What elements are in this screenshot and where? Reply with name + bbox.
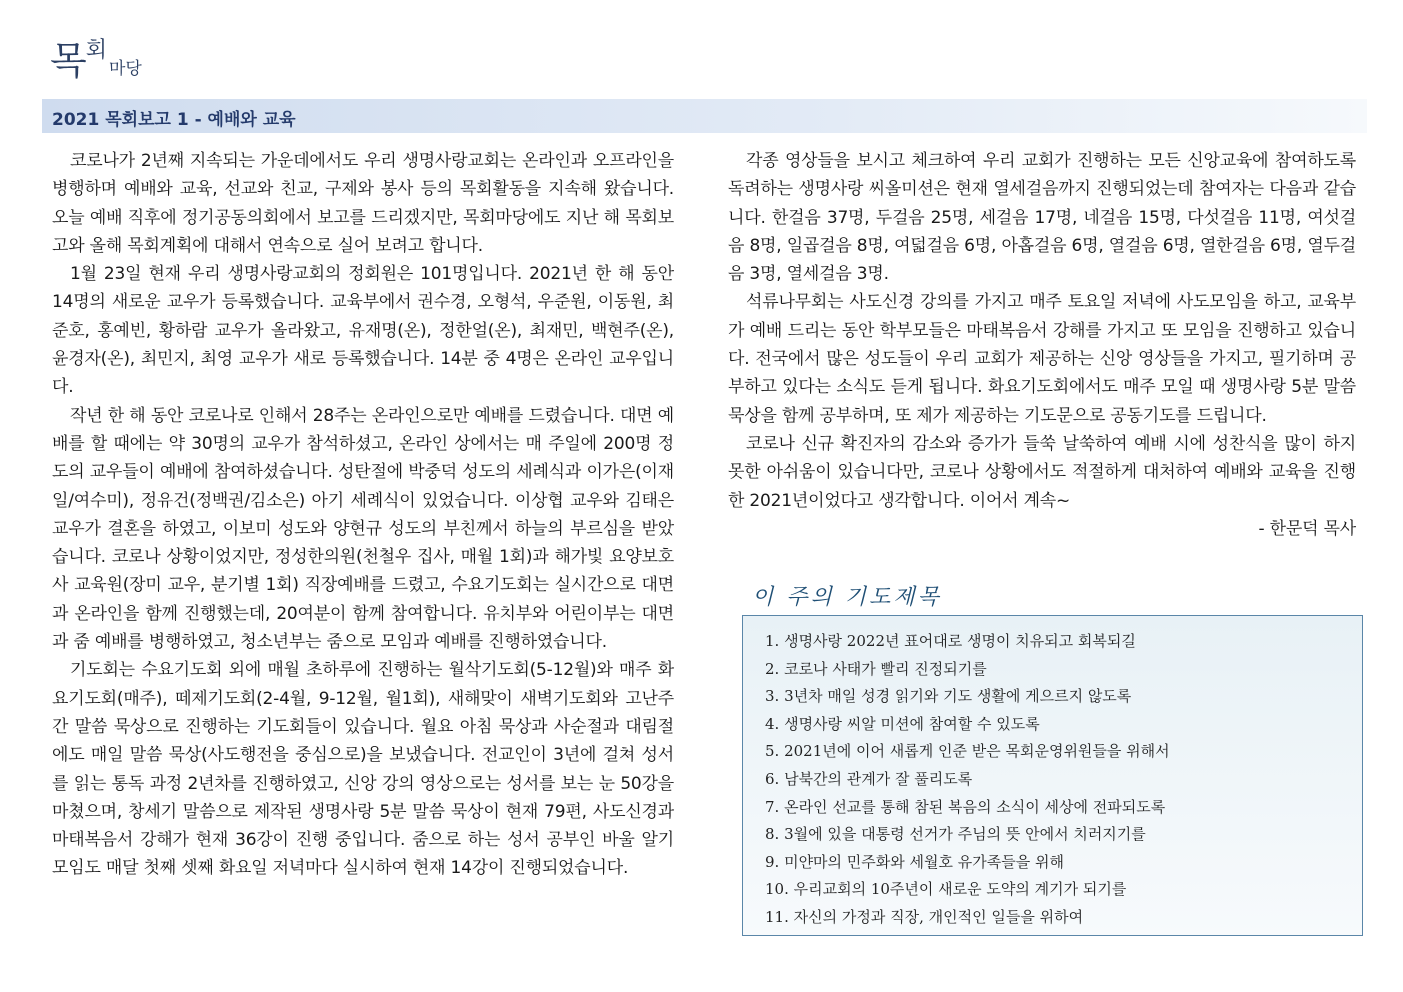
- banner-title: 2021 목회보고 1 - 예배와 교육: [52, 110, 296, 130]
- paragraph: 작년 한 해 동안 코로나로 인해서 28주는 온라인으로만 예배를 드렸습니다. 대면 예배를 할 때에는 약 30명의 교우가 참석하셨고, 온라인 상에서는 매 주일에 200명 정도의 교우들이 예배에 참여하셨습니다. 성탄절에 박중덕 성도의 세례식과 이가은(이재일/여수미), 정유건(정백권/김소은) 아기 세례식이 있었습니다. 이상협 교우와 김태은 교우가 결혼을 하였고, 이보미 성도와 양현규 성도의 부친께서 하늘의 부르심을 받았습니다. 코로나 상황이었지만, 정성한의원(천철우 집사, 매월 1회)과 해가빛 요양보호사 교육원(장미 교우, 분기별 1회) 직장예배를 드렸고, 수요기도회는 실시간으로 대면과 온라인을 함께 진행했는데, 20여분이 함께 참여합니다. 유치부와 어린이부는 대면과 줌 예배를 병행하였고, 청소년부는 줌으로 모임과 예배를 진행하였습니다.: [52, 405, 674, 653]
- section-banner: [42, 99, 1367, 133]
- title-part1: 목: [50, 39, 86, 83]
- prayer-item: 1. 생명사랑 2022년 표어대로 생명이 치유되고 회복되길: [765, 632, 1136, 650]
- prayer-list: [765, 628, 1344, 932]
- prayer-item: 7. 온라인 선교를 통해 참된 복음의 소식이 세상에 전파되도록: [765, 797, 1166, 816]
- prayer-item: 8. 3월에 있을 대통령 선거가 주님의 뜻 안에서 치러지기를: [765, 825, 1146, 844]
- prayer-heading: 이 주의 기도제목: [752, 585, 942, 610]
- title-part3: 마당: [108, 59, 142, 79]
- prayer-item: 3. 3년차 매일 성경 읽기와 기도 생활에 게으르지 않도록: [765, 687, 1132, 706]
- prayer-list-box: [742, 615, 1363, 936]
- prayer-item: 2. 코로나 사태가 빨리 진정되기를: [765, 659, 987, 678]
- paragraph: 코로나 신규 확진자의 감소와 증가가 들쑥 날쑥하여 예배 시에 성찬식을 많이 하지 못한 아쉬움이 있습니다만, 코로나 상황에서도 적절하게 대처하여 예배와 교육을 진행한 2021년이었다고 생각합니다. 이어서 계속~: [728, 433, 1356, 511]
- prayer-item: 5. 2021년에 이어 새롭게 인준 받은 목회운영위원들을 위해서: [765, 742, 1170, 761]
- paragraph: 각종 영상들을 보시고 체크하여 우리 교회가 진행하는 모든 신앙교육에 참여하도록 독려하는 생명사랑 씨올미션은 현재 열세걸음까지 진행되었는데 참여자는 다음과 같습니다. 한걸음 37명, 두걸음 25명, 세걸음 17명, 네걸음 15명, 다섯걸음 11명, 여섯걸음 8명, 일곱걸음 8명, 여덟걸음 6명, 아홉걸음 6명, 열걸음 6명, 열한걸음 6명, 열두걸음 3명, 열세걸음 3명.: [728, 151, 1356, 285]
- right-column: [728, 147, 1356, 543]
- paragraph: 석류나무회는 사도신경 강의를 가지고 매주 토요일 저녁에 사도모임을 하고, 교육부가 예배 드리는 동안 학부모들은 마태복음서 강해를 가지고 또 모임을 진행하고 있습니다. 전국에서 많은 성도들이 우리 교회가 제공하는 신앙 영상들을 가지고, 필기하며 공부하고 있다는 소식도 듣게 됩니다. 화요기도회에서도 매주 모일 때 생명사랑 5분 말씀 묵상을 함께 공부하며, 또 제가 제공하는 기도문으로 공동기도를 드립니다.: [728, 292, 1356, 426]
- paragraph: 1월 23일 현재 우리 생명사랑교회의 정회원은 101명입니다. 2021년 한 해 동안 14명의 새로운 교우가 등록했습니다. 교육부에서 권수경, 오형석, 우준원, 이동원, 최준호, 홍예빈, 황하람 교우가 올라왔고, 유재명(온), 정한얼(온), 최재민, 백현주(온), 윤경자(온), 최민지, 최영 교우가 새로 등록했습니다. 14분 중 4명은 온라인 교우입니다.: [52, 264, 674, 398]
- paragraph: 코로나가 2년째 지속되는 가운데에서도 우리 생명사랑교회는 온라인과 오프라인을 병행하며 예배와 교육, 선교와 친교, 구제와 봉사 등의 목회활동을 지속해 왔습니다. 오늘 예배 직후에 정기공동의회에서 보고를 드리겠지만, 목회마당에도 지난 해 목회보고와 올해 목회계획에 대해서 연속으로 실어 보려고 합니다.: [52, 151, 674, 256]
- title-part2: 회: [85, 38, 107, 63]
- prayer-item: 6. 남북간의 관계가 잘 풀리도록: [765, 769, 973, 788]
- prayer-item: 9. 미얀마의 민주화와 세월호 유가족들을 위해: [765, 852, 1064, 871]
- page-title: [50, 38, 142, 83]
- prayer-item: 10. 우리교회의 10주년이 새로운 도약의 계기가 되기를: [765, 880, 1127, 899]
- prayer-item: 11. 자신의 가정과 직장, 개인적인 일들을 위하여: [765, 907, 1084, 926]
- prayer-item: 4. 생명사랑 씨알 미션에 참여할 수 있도록: [765, 714, 1040, 733]
- signature: - 한문덕 목사: [1258, 518, 1356, 539]
- left-column: [52, 147, 674, 883]
- paragraph: 기도회는 수요기도회 외에 매월 초하루에 진행하는 월삭기도회(5-12월)와 매주 화요기도회(매주), 떼제기도회(2-4월, 9-12월, 월1회), 새해맞이 새벽기도회와 고난주간 말씀 묵상으로 진행하는 기도회들이 있습니다. 월요 아침 묵상과 사순절과 대림절에도 매일 말씀 묵상(사도행전을 중심으로)을 보냈습니다. 전교인이 3년에 걸쳐 성서를 읽는 통독 과정 2년차를 진행하였고, 신앙 강의 영상으로는 성서를 보는 눈 50강을 마쳤으며, 창세기 말씀으로 제작된 생명사랑 5분 말씀 묵상이 현재 79편, 사도신경과 마태복음서 강해가 현재 36강이 진행 중입니다. 줌으로 하는 성서 공부인 바울 알기 모임도 매달 첫째 셋째 화요일 저녁마다 실시하여 현재 14강이 진행되었습니다.: [52, 660, 674, 879]
